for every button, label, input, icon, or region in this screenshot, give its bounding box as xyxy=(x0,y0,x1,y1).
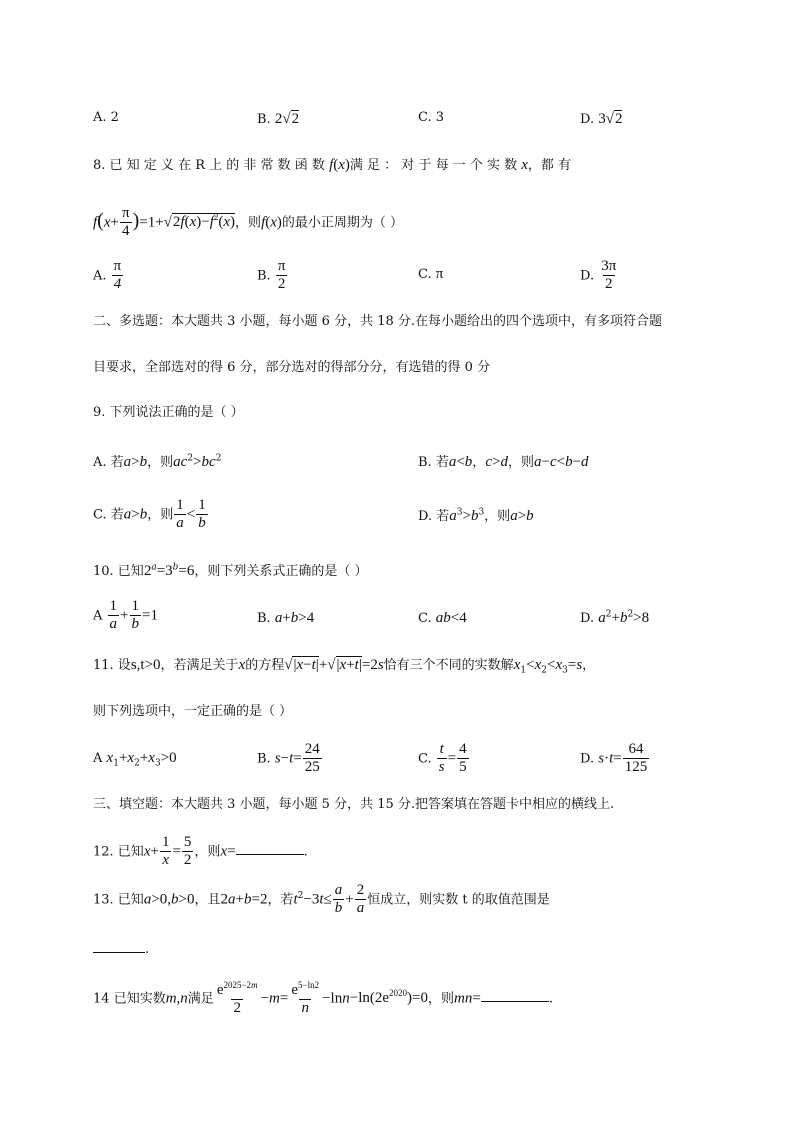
q13-stem: 13. 已知a>0,b>0，且2a+b=2，若$t^2-3t\le$ $\frac{a}{b}$ + $\frac{2}{a}$ 恒成立，则实数 t 的取值范围是 xyxy=(93,882,550,917)
section3-heading: 三、填空题：本大题共 3 小题，每小题 5 分，共 15 分.把答案填在答题卡中相应的横线上. xyxy=(93,797,615,812)
q8-option-c: C. π xyxy=(418,266,444,282)
q14-stem: 14 已知实数m,n满足 $\frac{e^{2025-2m}}{2}$ −m= $\frac{e^{5-ln2}}{n}$ $-\ln n-\ln(2e^{2020})=0$，则mn= . xyxy=(93,980,553,1017)
q13-answer-blank[interactable] xyxy=(93,940,145,953)
q7-option-b: B. 2√2 xyxy=(257,111,300,127)
q10-option-a: A $\frac{1}{a}$ + $\frac{1}{b}$ =1 xyxy=(93,598,158,633)
q12-answer-blank[interactable] xyxy=(236,842,304,855)
q8-stem-line1: 8. 已 知 定 义 在 R 上 的 非 常 数 函 数 f(x)满 足 ： 对 于 每 一 个 实 数 x，都 有 xyxy=(93,157,572,173)
q8-option-b: B. $\frac{\pi}{2}$ xyxy=(257,258,286,293)
q9-option-c: C. 若a>b，则 $\frac{1}{a}$ < $\frac{1}{b}$ xyxy=(93,497,206,532)
q13-answer-line: . xyxy=(93,940,149,958)
q11-option-b: B. s−t= $\frac{24}{25}$ xyxy=(257,741,320,776)
q7-option-a: A. 2 xyxy=(93,110,119,125)
section2-heading-line2: 目要求，全部选对的得 6 分，部分选对的得部分分，有选错的得 0 分 xyxy=(93,360,491,375)
q10-stem: 10. 已知$2^a=3^b=6$，则下列关系式正确的是（ ） xyxy=(93,562,368,579)
q8-option-d: D. $\frac{3\pi}{2}$ xyxy=(580,258,617,293)
q9-option-b: B. 若a<b，c>d，则a−c<b−d xyxy=(418,454,589,470)
section2-heading-line1: 二、多选题：本大题共 3 小题，每小题 6 分，共 18 分.在每小题给出的四个选项中，有多项符合题 xyxy=(93,314,663,329)
q10-option-c: C. ab<4 xyxy=(418,610,467,626)
q11-option-a: A $x_1+x_2+x_3>0$ xyxy=(93,750,177,769)
q9-option-d: D. 若$a^3>b^3$，则a>b xyxy=(418,507,534,524)
q9-stem: 9. 下列说法正确的是（ ） xyxy=(93,405,244,420)
q8-option-a: A. $\frac{\pi}{4}$ xyxy=(93,258,122,293)
q11-option-d: D. s·t= $\frac{64}{125}$ xyxy=(580,741,648,776)
q11-stem-line2: 则下列选项中，一定正确的是（ ） xyxy=(93,704,293,719)
q7-option-d: D. 3√2 xyxy=(580,111,623,127)
q11-stem-line1: 11. 设s,t>0，若满足关于x的方程√|x−t|+√|x+t|=2s恰有三个不同的实数解$x_1<x_2<x_3=s$， xyxy=(93,657,596,676)
q11-option-c: C. $\frac{t}{s}$ = $\frac{4}{5}$ xyxy=(418,741,467,776)
q7-option-c: C. 3 xyxy=(418,110,445,125)
q14-answer-blank[interactable] xyxy=(481,989,549,1002)
q8-stem-line2: f(x+ $\frac{\pi}{4}$ )$=1+√2f(x)-f^2(x)$，则f(x)的最小正周期为（ ） xyxy=(93,205,404,240)
q9-option-a: A. 若a>b，则$ac^2>bc^2$ xyxy=(93,453,222,470)
q10-option-b: B. a+b>4 xyxy=(257,610,315,626)
q12-stem: 12. 已知x+ $\frac{1}{x}$ = $\frac{5}{2}$ ，则x= . xyxy=(93,834,308,869)
q10-option-d: D. $a^2+b^2>8$ xyxy=(580,609,650,626)
